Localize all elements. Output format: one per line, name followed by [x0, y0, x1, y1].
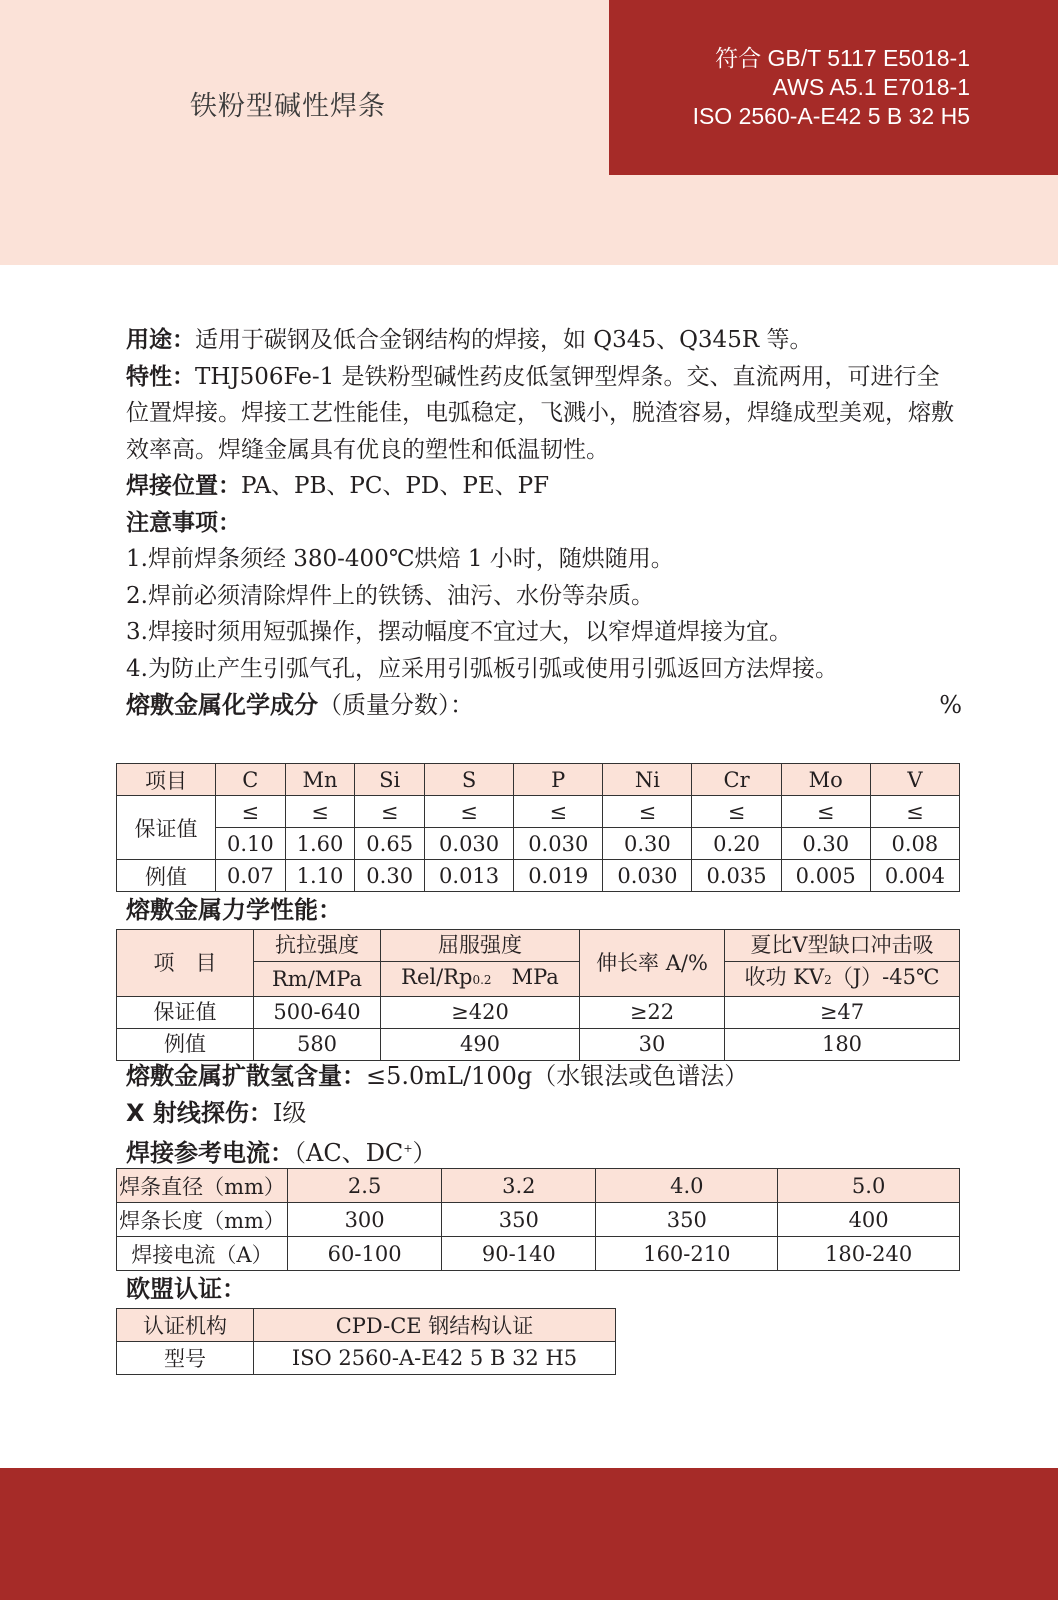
current-value: 5.0	[778, 1169, 960, 1203]
chem-guarantee-row	[117, 828, 960, 860]
feature-paragraph	[126, 359, 962, 469]
note-item: 4.为防止产生引弧气孔，应采用引弧板引弧或使用引弧返回方法焊接。	[126, 655, 838, 682]
le-symbol: ≤	[603, 796, 692, 828]
note-item: 3.焊接时须用短弧操作，摆动幅度不宜过大，以窄焊道焊接为宜。	[126, 619, 792, 645]
current-value: 350	[596, 1203, 778, 1237]
le-symbol: ≤	[285, 796, 355, 828]
current-table	[116, 1168, 960, 1271]
ce-title: 欧盟认证：	[126, 1275, 246, 1303]
chem-example-row	[117, 860, 960, 892]
le-symbol: ≤	[692, 796, 781, 828]
ce-model-value: ISO 2560-A-E42 5 B 32 H5	[254, 1342, 616, 1375]
ce-org-label: 认证机构	[117, 1309, 254, 1342]
current-value: 300	[288, 1203, 442, 1237]
hydrogen-label: 熔敷金属扩散氢含量：	[126, 1062, 366, 1090]
current-heading	[126, 1131, 437, 1171]
hydrogen-line	[126, 1058, 748, 1094]
chem-header-row	[117, 764, 960, 796]
le-symbol: ≤	[870, 796, 959, 828]
standard-gb: 符合 GB/T 5117 E5018-1	[715, 45, 970, 71]
current-value: 60-100	[288, 1237, 442, 1271]
le-symbol: ≤	[355, 796, 425, 828]
chem-guarantee-value: 0.10	[216, 828, 286, 860]
chem-example-value: 0.013	[425, 860, 514, 892]
current-row-label: 焊条直径（mm）	[117, 1169, 288, 1203]
mech-guarantee-value: 500-640	[254, 997, 381, 1029]
chem-le-row	[117, 796, 960, 828]
mech-col-tensile-unit: Rm/MPa	[254, 962, 381, 997]
chem-element: S	[425, 764, 514, 796]
hydrogen-text: ≤5.0mL/100g（水银法或色谱法）	[366, 1062, 749, 1090]
usage-label: 用途：	[126, 327, 195, 353]
chem-element: C	[216, 764, 286, 796]
current-value: 3.2	[442, 1169, 596, 1203]
chem-example-label: 例值	[117, 860, 216, 892]
chem-example-value: 0.004	[870, 860, 959, 892]
current-value: 350	[442, 1203, 596, 1237]
chem-example-value: 0.005	[781, 860, 870, 892]
mech-example-value: 30	[580, 1029, 725, 1061]
ce-org-row	[117, 1309, 616, 1342]
current-value: 180-240	[778, 1237, 960, 1271]
standard-iso: ISO 2560-A-E42 5 B 32 H5	[692, 103, 970, 129]
chem-element: Mn	[285, 764, 355, 796]
usage-paragraph	[126, 322, 962, 359]
content	[126, 322, 962, 723]
ce-org-value: CPD-CE 钢结构认证	[254, 1309, 616, 1342]
chem-guarantee-value: 1.60	[285, 828, 355, 860]
ce-table	[116, 1308, 616, 1375]
chem-example-value: 0.019	[514, 860, 603, 892]
xray-label: X 射线探伤：	[126, 1099, 273, 1127]
chem-element: Ni	[603, 764, 692, 796]
mech-guarantee-value: ≥22	[580, 997, 725, 1029]
mech-header-row-1	[117, 930, 960, 962]
mech-col-elongation: 伸长率 A/%	[580, 930, 725, 997]
mech-guarantee-value: ≥420	[381, 997, 580, 1029]
chem-example-value: 0.07	[216, 860, 286, 892]
current-row	[117, 1169, 960, 1203]
chem-guarantee-value: 0.30	[603, 828, 692, 860]
current-value: 160-210	[596, 1237, 778, 1271]
mech-col-tensile: 抗拉强度	[254, 930, 381, 962]
current-row	[117, 1237, 960, 1271]
mech-col-yield: 屈服强度	[381, 930, 580, 962]
chem-guarantee-value: 0.30	[781, 828, 870, 860]
chem-header-item: 项目	[117, 764, 216, 796]
standards-box	[609, 0, 1058, 175]
chem-title-note: （质量分数）：	[318, 691, 474, 719]
le-symbol: ≤	[514, 796, 603, 828]
note-item: 2.焊前必须清除焊件上的铁锈、油污、水份等杂质。	[126, 582, 654, 609]
chem-example-value: 0.30	[355, 860, 425, 892]
le-symbol: ≤	[781, 796, 870, 828]
mech-title: 熔敷金属力学性能：	[126, 896, 342, 924]
current-value: 2.5	[288, 1169, 442, 1203]
xray-text: Ⅰ级	[272, 1099, 307, 1127]
mech-example-label: 例值	[117, 1029, 254, 1061]
chem-example-value: 1.10	[285, 860, 355, 892]
mech-col-impact: 夏比Ⅴ型缺口冲击吸	[725, 930, 960, 962]
chem-guarantee-label: 保证值	[117, 796, 216, 860]
mech-table	[116, 929, 960, 1061]
mech-example-value: 180	[725, 1029, 960, 1061]
position-paragraph	[126, 468, 962, 505]
mech-heading	[126, 892, 342, 928]
chem-element: P	[514, 764, 603, 796]
note-item: 1.焊前焊条须经 380-400℃烘焙 1 小时，随烘随用。	[126, 546, 674, 572]
usage-text: 适用于碳钢及低合金钢结构的焊接，如 Q345、Q345R 等。	[195, 327, 813, 353]
chem-example-value: 0.030	[603, 860, 692, 892]
mech-col-item: 项 目	[117, 930, 254, 997]
chem-unit: %	[939, 691, 962, 719]
ce-model-label: 型号	[117, 1342, 254, 1375]
mech-example-row	[117, 1029, 960, 1061]
standard-aws: AWS A5.1 E7018-1	[772, 74, 970, 100]
current-value: 90-140	[442, 1237, 596, 1271]
mech-col-impact-unit: 收功 KV2（J）-45℃	[725, 962, 960, 997]
chem-guarantee-value: 0.030	[425, 828, 514, 860]
feature-label: 特性：	[126, 363, 195, 390]
mech-guarantee-label: 保证值	[117, 997, 254, 1029]
current-row-label: 焊接电流（A）	[117, 1237, 288, 1271]
mech-guarantee-value: ≥47	[725, 997, 960, 1029]
mech-example-value: 490	[381, 1029, 580, 1061]
notes-label: 注意事项：	[126, 509, 241, 536]
chem-guarantee-value: 0.030	[514, 828, 603, 860]
current-value: 400	[778, 1203, 960, 1237]
mech-example-value: 580	[254, 1029, 381, 1061]
product-title: 铁粉型碱性焊条	[190, 91, 386, 122]
chem-element: V	[870, 764, 959, 796]
chem-heading	[126, 687, 962, 723]
chem-table	[116, 763, 960, 892]
xray-line	[126, 1095, 306, 1131]
chem-guarantee-value: 0.08	[870, 828, 959, 860]
chem-example-value: 0.035	[692, 860, 781, 892]
chem-guarantee-value: 0.65	[355, 828, 425, 860]
current-row-label: 焊条长度（mm）	[117, 1203, 288, 1237]
chem-element: Mo	[781, 764, 870, 796]
position-label: 焊接位置：	[126, 473, 241, 499]
le-symbol: ≤	[216, 796, 286, 828]
chem-title: 熔敷金属化学成分	[126, 691, 318, 719]
mech-col-yield-unit: Rel/Rp0.2 MPa	[381, 962, 580, 997]
current-title: 焊接参考电流：	[126, 1139, 294, 1167]
current-row	[117, 1203, 960, 1237]
le-symbol: ≤	[425, 796, 514, 828]
chem-element: Cr	[692, 764, 781, 796]
current-value: 4.0	[596, 1169, 778, 1203]
position-text: PA、PB、PC、PD、PE、PF	[241, 473, 550, 499]
chem-guarantee-value: 0.20	[692, 828, 781, 860]
feature-text: THJ506Fe-1 是铁粉型碱性药皮低氢钾型焊条。交、直流两用，可进行全位置焊接。焊接工艺性能佳，电弧稳定，飞溅小，脱渣容易，焊缝成型美观，熔敷效率高。焊缝金属具有优良的塑性和低温韧性。	[126, 363, 954, 463]
current-note: （AC、DC+）	[294, 1139, 437, 1167]
chem-element: Si	[355, 764, 425, 796]
footer-band	[0, 1468, 1058, 1600]
mech-guarantee-row	[117, 997, 960, 1029]
ce-model-row	[117, 1342, 616, 1375]
